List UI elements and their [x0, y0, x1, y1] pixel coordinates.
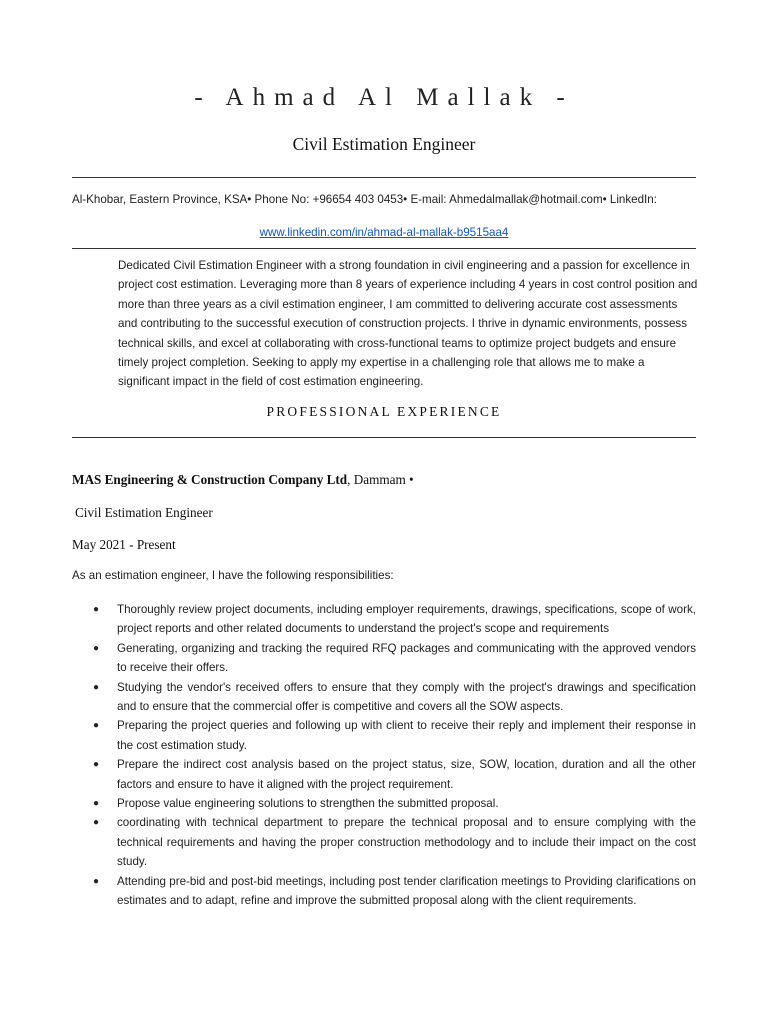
- list-item: [72, 639, 696, 678]
- section-heading-experience: PROFESSIONAL EXPERIENCE: [266, 404, 502, 419]
- company-name: MAS Engineering & Construction Company Ltd: [72, 472, 348, 487]
- responsibility-text: Preparing the project queries and following up with client to receive their reply and implement their response in the cost estimation study.: [117, 719, 696, 752]
- bullet-icon: ●: [93, 798, 100, 810]
- bullet-icon: ●: [93, 759, 100, 771]
- responsibility-text: coordinating with technical department to prepare the technical proposal and to ensure complying with the technical requirements and having the proper construction methodology and to include their impact on the cost study.: [117, 816, 696, 869]
- bullet-icon: ●: [93, 681, 100, 693]
- list-item: [72, 716, 696, 755]
- employment-dates: May 2021 - Present: [72, 537, 176, 552]
- responsibilities-intro: As an estimation engineer, I have the following responsibilities:: [72, 569, 394, 582]
- company-location: , Dammam •: [347, 472, 414, 487]
- linkedin-link[interactable]: www.linkedin.com/in/ahmad-al-mallak-b9515aa4: [259, 226, 509, 239]
- bullet-icon: ●: [93, 817, 100, 829]
- list-item: [72, 755, 696, 794]
- bullet-icon: ●: [93, 642, 100, 654]
- linkedin-link-row: [0, 226, 768, 239]
- bullet-icon: ●: [93, 604, 100, 615]
- responsibility-text: Studying the vendor's received offers to ensure that they comply with the project's drawings and specification and to ensure that the commercial offer is competitive and covers all the SOW aspects.: [117, 680, 696, 714]
- list-item: [72, 678, 696, 717]
- responsibility-text: Thoroughly review project documents, including employer requirements, drawings, specifications, scope of work, project reports and other related documents to understand the project's scope and requirements: [117, 603, 696, 636]
- list-item: [72, 813, 696, 871]
- divider: [72, 437, 696, 438]
- professional-summary: Dedicated Civil Estimation Engineer with a strong foundation in civil engineering and a passion for excellence in project cost estimation. Leveraging more than 8 years of experience including 4 years in cost control position and more than three years as a civil estimation engineer, I am committed to delivering accurate cost assessments and contributing to the successful execution of construction projects. I thrive in dynamic environments, possess technical skills, and excel at collaborating with cross-functional teams to optimize project budgets and ensure timely project completion. Seeking to apply my expertise in a challenging role that allows me to make a significant impact in the field of cost estimation engineering.: [118, 259, 698, 389]
- responsibilities-list: [72, 600, 696, 911]
- responsibility-text: Attending pre-bid and post-bid meetings, including post tender clarification meetings to Providing clarifications on estimates and to adapt, refine and improve the submitted proposal along with the client requirements.: [117, 874, 696, 908]
- role-title: Civil Estimation Engineer: [75, 505, 213, 520]
- contact-info: Al-Khobar, Eastern Province, KSA• Phone No: +96654 403 0453• E-mail: Ahmedalmallak@hotmail.com• LinkedIn:: [72, 193, 657, 206]
- list-item: [72, 794, 696, 813]
- bullet-icon: ●: [93, 875, 100, 887]
- divider: [72, 177, 696, 178]
- divider: [72, 248, 696, 249]
- company-line: [72, 472, 414, 488]
- list-item: [72, 600, 696, 639]
- responsibility-text: Generating, organizing and tracking the required RFQ packages and communicating with the approved vendors to receive their offers.: [117, 641, 696, 675]
- bullet-icon: ●: [93, 720, 100, 732]
- job-title: Civil Estimation Engineer: [292, 134, 476, 154]
- list-item: [72, 872, 696, 911]
- responsibility-text: Prepare the indirect cost analysis based on the project status, size, SOW, location, duration and all the other factors and ensure to have it aligned with the project requirement.: [117, 758, 696, 791]
- candidate-name: - Ahmad Al Mallak -: [194, 84, 574, 111]
- responsibility-text: Propose value engineering solutions to strengthen the submitted proposal.: [117, 797, 499, 811]
